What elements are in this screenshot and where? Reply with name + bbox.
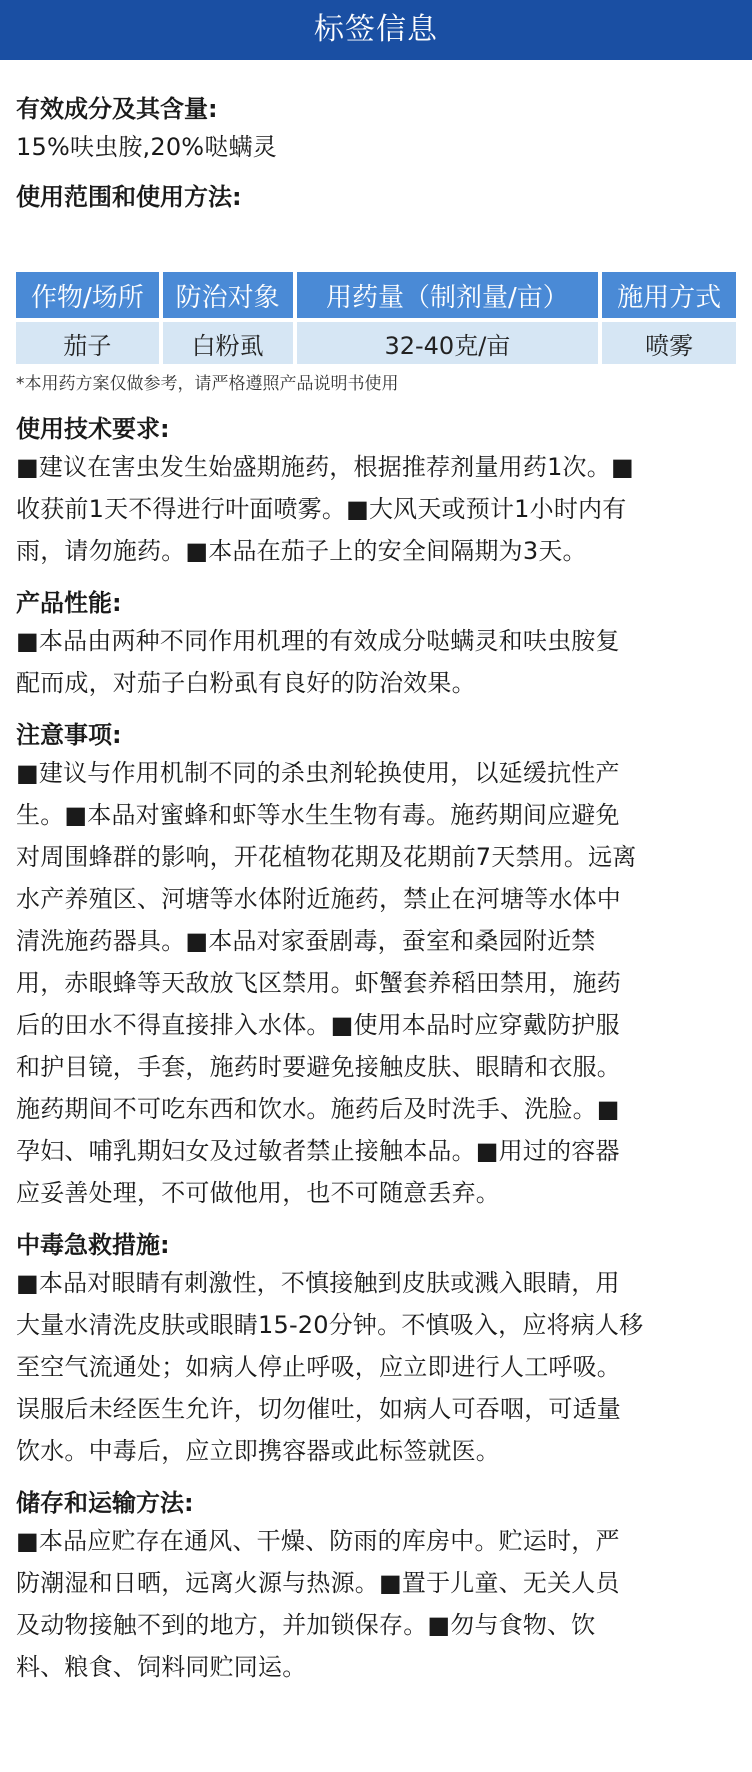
text-line: ■本品应贮存在通风、干燥、防雨的库房中。贮运时，严 xyxy=(16,1527,620,1555)
ingredients-section xyxy=(16,94,736,168)
firstaid-title: 中毒急救措施: xyxy=(16,1231,170,1259)
text-line: 用，赤眼蜂等天敌放飞区禁用。虾蟹套养稻田禁用，施药 xyxy=(16,969,621,997)
text-line: 清洗施药器具。■本品对家蚕剧毒，蚕室和桑园附近禁 xyxy=(16,927,596,955)
performance-text xyxy=(16,620,736,704)
text-line: 收获前1天不得进行叶面喷雾。■大风天或预计1小时内有 xyxy=(16,495,627,523)
usage-note: *本用药方案仅做参考，请严格遵照产品说明书使用 xyxy=(16,374,399,394)
text-line: 配而成，对茄子白粉虱有良好的防治效果。 xyxy=(16,669,476,697)
text-line: 孕妇、哺乳期妇女及过敏者禁止接触本品。■用过的容器 xyxy=(16,1137,620,1165)
usage-section xyxy=(16,182,736,396)
table-row xyxy=(16,322,736,364)
text-line: 施药期间不可吃东西和饮水。施药后及时洗手、洗脸。■ xyxy=(16,1095,620,1123)
cell-target: 白粉虱 xyxy=(163,322,293,364)
tech-text xyxy=(16,446,736,572)
cell-crop: 茄子 xyxy=(16,322,159,364)
precautions-section xyxy=(16,720,736,1214)
col-header-crop: 作物/场所 xyxy=(16,272,159,318)
firstaid-section xyxy=(16,1230,736,1472)
text-line: ■本品由两种不同作用机理的有效成分哒螨灵和呋虫胺复 xyxy=(16,627,620,655)
precautions-text xyxy=(16,752,736,1214)
performance-section xyxy=(16,588,736,704)
performance-title: 产品性能: xyxy=(16,589,122,617)
usage-table xyxy=(12,268,740,368)
col-header-method: 施用方式 xyxy=(602,272,736,318)
storage-section xyxy=(16,1488,736,1688)
cell-method: 喷雾 xyxy=(602,322,736,364)
text-line: 饮水。中毒后，应立即携容器或此标签就医。 xyxy=(16,1437,500,1465)
firstaid-text xyxy=(16,1262,736,1472)
text-line: 水产养殖区、河塘等水体附近施药，禁止在河塘等水体中 xyxy=(16,885,621,913)
text-line: ■本品对眼睛有刺激性，不慎接触到皮肤或溅入眼睛，用 xyxy=(16,1269,620,1297)
text-line: 后的田水不得直接排入水体。■使用本品时应穿戴防护服 xyxy=(16,1011,620,1039)
text-line: 防潮湿和日晒，远离火源与热源。■置于儿童、无关人员 xyxy=(16,1569,620,1597)
text-line: 大量水清洗皮肤或眼睛15-20分钟。不慎吸入，应将病人移 xyxy=(16,1311,644,1339)
label-content xyxy=(0,94,752,1688)
table-header-row xyxy=(16,272,736,318)
cell-dosage: 32-40克/亩 xyxy=(297,322,599,364)
usage-title: 使用范围和使用方法: xyxy=(16,183,242,211)
page-header xyxy=(0,0,752,60)
precautions-title: 注意事项: xyxy=(16,721,122,749)
text-line: 及动物接触不到的地方，并加锁保存。■勿与食物、饮 xyxy=(16,1611,596,1639)
col-header-target: 防治对象 xyxy=(163,272,293,318)
page-title: 标签信息 xyxy=(314,12,438,47)
text-line: 料、粮食、饲料同贮同运。 xyxy=(16,1653,307,1681)
tech-title: 使用技术要求: xyxy=(16,415,170,443)
col-header-dosage: 用药量（制剂量/亩） xyxy=(297,272,599,318)
text-line: 雨，请勿施药。■本品在茄子上的安全间隔期为3天。 xyxy=(16,537,587,565)
text-line: 对周围蜂群的影响，开花植物花期及花期前7天禁用。远离 xyxy=(16,843,637,871)
ingredients-title: 有效成分及其含量: xyxy=(16,95,218,123)
storage-title: 储存和运输方法: xyxy=(16,1489,194,1517)
text-line: 和护目镜，手套，施药时要避免接触皮肤、眼睛和衣服。 xyxy=(16,1053,621,1081)
ingredients-text: 15%呋虫胺,20%哒螨灵 xyxy=(16,133,277,161)
text-line: 生。■本品对蜜蜂和虾等水生生物有毒。施药期间应避免 xyxy=(16,801,620,829)
text-line: 至空气流通处；如病人停止呼吸，应立即进行人工呼吸。 xyxy=(16,1353,621,1381)
text-line: ■建议在害虫发生始盛期施药，根据推荐剂量用药1次。■ xyxy=(16,453,634,481)
text-line: ■建议与作用机制不同的杀虫剂轮换使用，以延缓抗性产 xyxy=(16,759,620,787)
tech-section xyxy=(16,414,736,572)
text-line: 误服后未经医生允许，切勿催吐，如病人可吞咽，可适量 xyxy=(16,1395,621,1423)
storage-text xyxy=(16,1520,736,1688)
text-line: 应妥善处理，不可做他用，也不可随意丢弃。 xyxy=(16,1179,500,1207)
